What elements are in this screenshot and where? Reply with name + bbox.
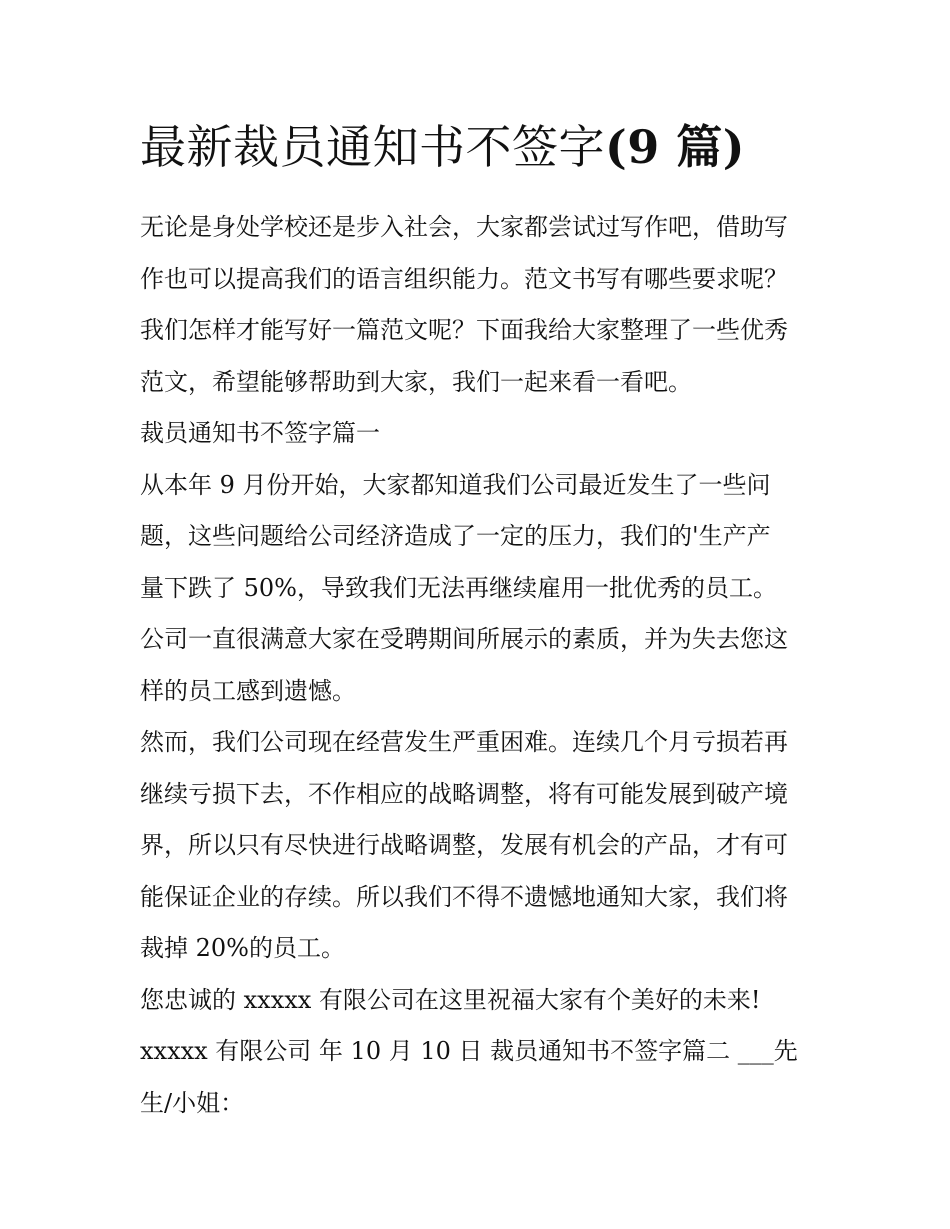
text-line: 继续亏损下去，不作相应的战略调整，将有可能发展到破产境 xyxy=(140,779,788,808)
text-line: 您忠诚的 xxxxx 有限公司在这里祝福大家有个美好的未来! xyxy=(140,985,761,1014)
title-main: 最新裁员通知书不签字 xyxy=(140,120,605,174)
text-line: 裁掉 20%的员工。 xyxy=(140,934,345,962)
text-line: 然而，我们公司现在经营发生严重困难。连续几个月亏损若再 xyxy=(140,728,788,756)
text-line: xxxxx 有限公司 年 10 月 10 日 裁员通知书不签字篇二 ___先 xyxy=(140,1037,798,1065)
document-content xyxy=(140,112,812,1129)
section-heading: 裁员通知书不签字篇一 xyxy=(140,419,380,447)
text-line: 无论是身处学校还是步入社会，大家都尝试过写作吧，借助写 xyxy=(140,213,788,241)
document-title xyxy=(140,112,812,182)
text-line: 生/小姐： xyxy=(140,1088,245,1117)
text-line: 我们怎样才能写好一篇范文呢？下面我给大家整理了一些优秀 xyxy=(140,316,788,344)
text-line: 从本年 9 月份开始，大家都知道我们公司最近发生了一些问 xyxy=(140,470,771,499)
title-suffix: (9 篇) xyxy=(605,120,746,174)
text-line: 公司一直很满意大家在受聘期间所展示的素质，并为失去您这 xyxy=(140,625,788,653)
text-line: 范文，希望能够帮助到大家，我们一起来看一看吧。 xyxy=(140,367,692,396)
document-body xyxy=(140,202,812,1129)
text-line: 界，所以只有尽快进行战略调整，发展有机会的产品，才有可 xyxy=(140,831,788,859)
text-line: 量下跌了 50%，导致我们无法再继续雇用一批优秀的员工。 xyxy=(140,573,777,602)
text-line: 能保证企业的存续。所以我们不得不遗憾地通知大家，我们将 xyxy=(140,882,788,911)
text-line: 题，这些问题给公司经济造成了一定的压力，我们的'生产产 xyxy=(140,522,771,550)
text-line: 样的员工感到遗憾。 xyxy=(140,676,356,705)
text-line: 作也可以提高我们的语言组织能力。范文书写有哪些要求呢？ xyxy=(140,264,788,293)
